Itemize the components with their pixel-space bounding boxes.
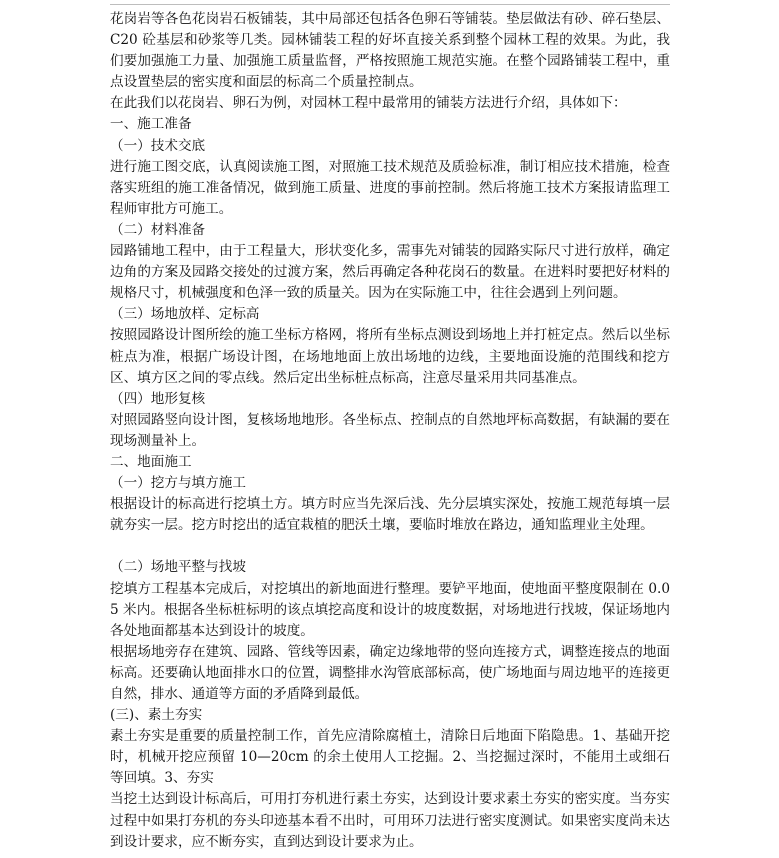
- intro-lead-in: 在此我们以花岗岩、卵石为例，对园林工程中最常用的铺装方法进行介绍，具体如下：: [110, 95, 627, 112]
- intro-paragraph: 花岗岩等各色花岗岩石板铺装，其中局部还包括各色卵石等铺装。垫层做法有砂、碎石垫层、C20 砼基层和砂浆等几类。园林铺装工程的好坏直接关系到整个园林工程的效果。为此，我们要加强施工力量、加强施工质量监督，严格按照施工规范实施。在整个园路铺装工程中，重点设置垫层的密实度和面层的标高二个质量控制点。: [110, 11, 670, 91]
- blank-line: [110, 536, 670, 557]
- edge-connection-text: 根据场地旁存在建筑、园路、管线等因素，确定边缘地带的竖向连接方式，调整连接点的地面标高。还要确认地面排水口的位置，调整排水沟管底部标高，使广场地面与周边地平的连接更自然，排水、通道等方面的矛盾降到最低。: [110, 643, 670, 702]
- site-layout-text: 按照园路设计图所绘的施工坐标方格网，将所有坐标点测设到场地上并打桩定点。然后以坐标桩点为准，根据广场设计图，在场地地面上放出场地的边线，主要地面设施的范围线和挖方区、填方区之间的零点线。然后定出坐标桩点标高，注意尽量采用共同基准点。: [110, 327, 670, 386]
- compaction-test-text: 当挖土达到设计标高后，可用打夯机进行素土夯实，达到设计要求素土夯实的密实度。当夯实过程中如果打夯机的夯头印迹基本看不出时，可用环刀法进行密实度测试。如果密实度尚未达到设计要求，应不断夯实，直到达到设计要求为止。: [110, 791, 670, 850]
- section-heading-ground-works: 二、地面施工: [110, 453, 192, 470]
- terrain-check-text: 对照园路竖向设计图，复核场地地形。各坐标点、控制点的自然地坪标高数据，有缺漏的要在现场测量补上。: [110, 411, 670, 449]
- soil-compaction-text: 素土夯实是重要的质量控制工作，首先应清除腐植土，清除日后地面下陷隐患。1、基础开挖时，机械开挖应预留 10—20cm 的余土使用人工挖掘。2、当挖掘过深时，不能用土或细石等回填。3、夯实: [110, 728, 670, 787]
- subheading-soil-compaction: (三)、素土夯实: [110, 707, 203, 724]
- subheading-material-prep: （二）材料准备: [110, 221, 206, 238]
- subheading-technical-briefing: （一）技术交底: [110, 137, 206, 154]
- levelling-text: 挖填方工程基本完成后，对挖填出的新地面进行整理。要铲平地面，使地面平整度限制在 0.05 米内。根据各坐标桩标明的该点填挖高度和设计的坡度数据，对场地进行找坡，保证场地内各处地面都基本达到设计的坡度。: [110, 580, 670, 639]
- document-body: [110, 9, 670, 853]
- subheading-terrain-check: （四）地形复核: [110, 390, 206, 407]
- subheading-levelling-and-slope: （二）场地平整与找坡: [110, 559, 246, 576]
- section-heading-construction-prep: 一、施工准备: [110, 116, 192, 133]
- subheading-site-layout: （三）场地放样、定标高: [110, 306, 260, 323]
- material-prep-text: 园路铺地工程中，由于工程量大，形状变化多，需事先对铺装的园路实际尺寸进行放样，确定边角的方案及园路交接处的过渡方案，然后再确定各种花岗石的数量。在进料时要把好材料的规格尺寸，机械强度和色泽一致的质量关。因为在实际施工中，往往会遇到上列问题。: [110, 243, 670, 302]
- subheading-cut-and-fill: （一）挖方与填方施工: [110, 475, 246, 492]
- page-top-rule: [110, 4, 670, 5]
- technical-briefing-text: 进行施工图交底，认真阅读施工图，对照施工技术规范及质验标准，制订相应技术措施，检查落实班组的施工准备情况，做到施工质量、进度的事前控制。然后将施工技术方案报请监理工程师审批方可施工。: [110, 158, 670, 217]
- cut-and-fill-text: 根据设计的标高进行挖填土方。填方时应当先深后浅、先分层填实深处，按施工规范每填一层就夯实一层。挖方时挖出的适宜栽植的肥沃土壤，要临时堆放在路边，通知监理业主处理。: [110, 496, 670, 534]
